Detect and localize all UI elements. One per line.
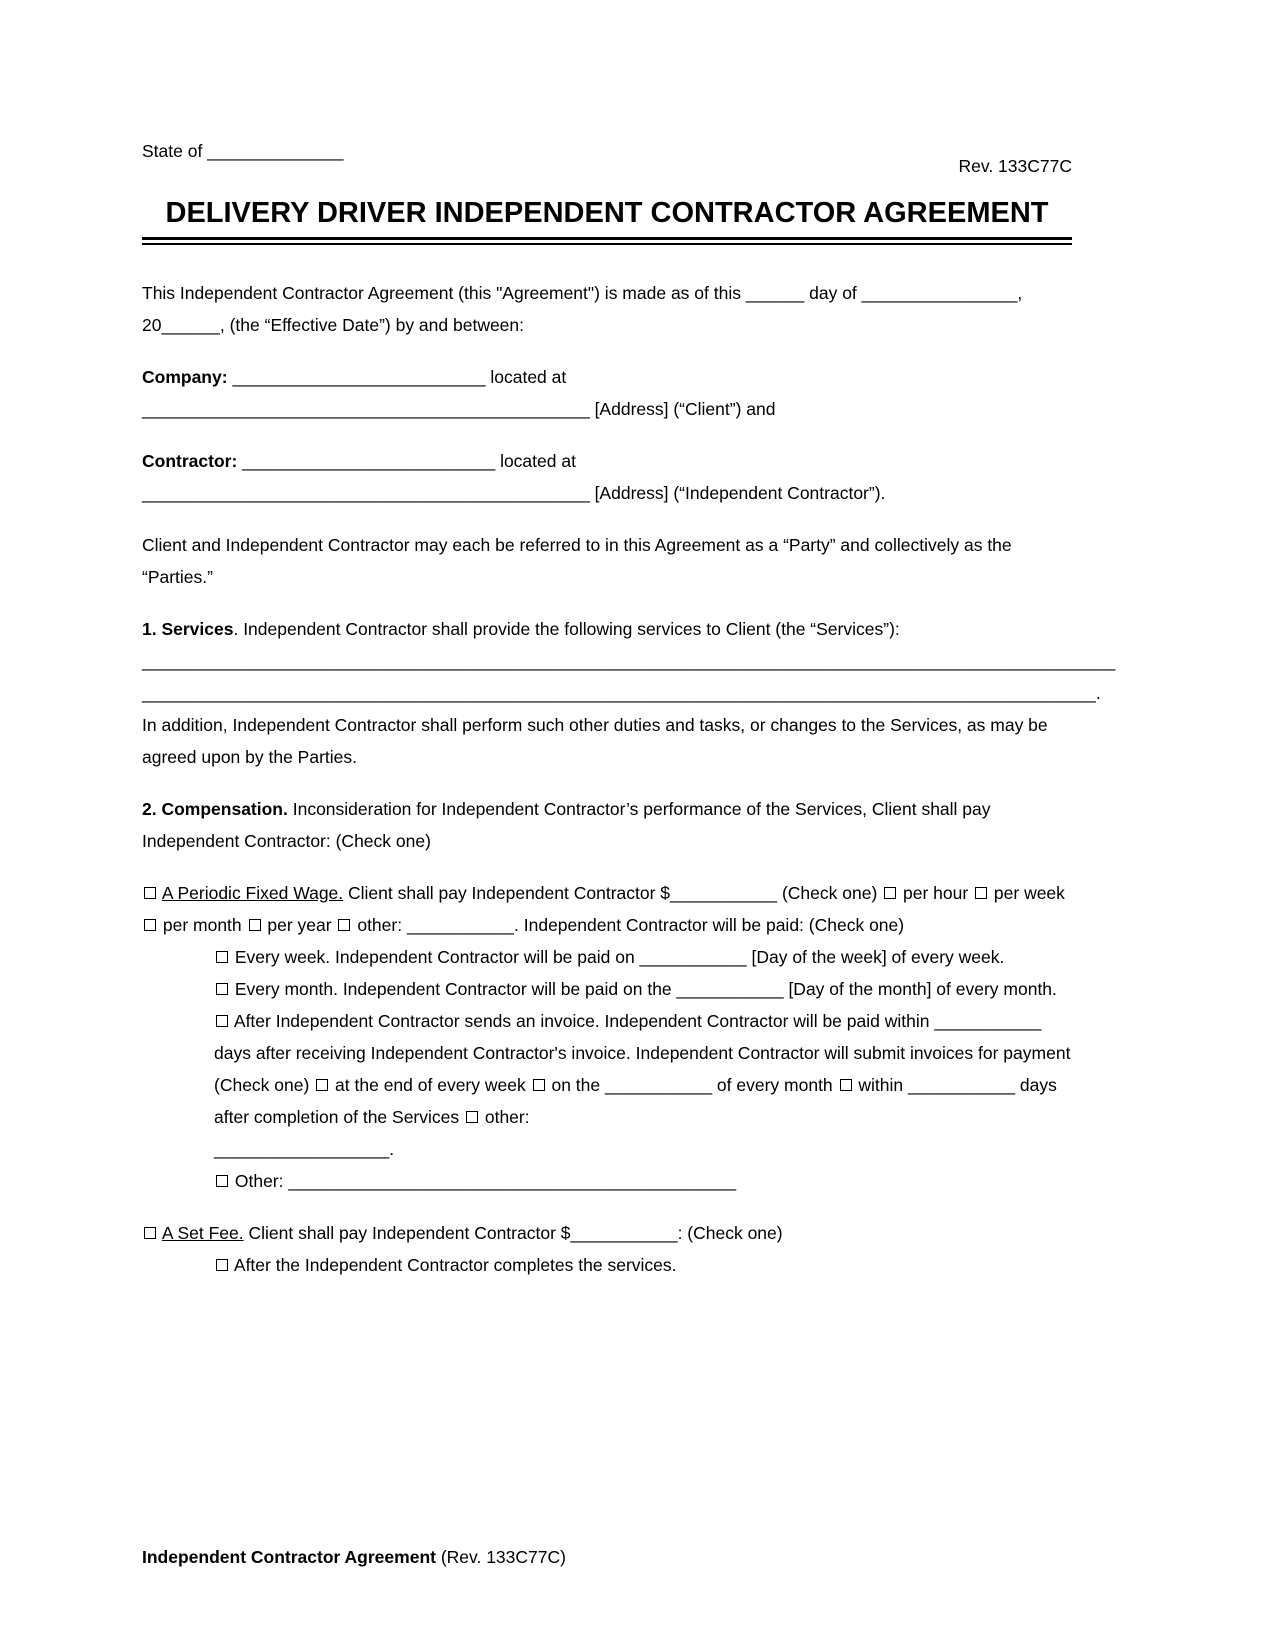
blank-field[interactable]: ______________________________________________ <box>142 483 590 503</box>
text-run: other: <box>352 915 407 935</box>
text-run: days after receiving Independent Contractor's invoice. Independent Contractor will submit invoices for payment (Check one) <box>214 1043 1071 1095</box>
text-run: Inconsideration for Independent Contractor’s performance of the Services, Client shall pay Independent Contractor: (Check one) <box>142 799 991 851</box>
services-blank-line-1 <box>142 645 1116 677</box>
text-run: . <box>1095 683 1101 703</box>
blank-field[interactable]: ______________________________________________ <box>288 1171 737 1191</box>
text-run: : (Check one) <box>677 1223 783 1243</box>
bold-text: Contractor: <box>142 451 243 471</box>
text-run: day of <box>804 283 862 303</box>
blank-field[interactable]: __________________________ <box>232 367 486 387</box>
checkbox-icon[interactable] <box>216 1175 228 1187</box>
blank-field[interactable]: __________________________ <box>242 451 496 471</box>
text-run: located at <box>495 451 576 471</box>
services-blank-line-2 <box>142 677 1101 709</box>
document-header <box>142 140 1072 177</box>
text-run: on the <box>546 1075 605 1095</box>
text-run: , (the “Effective Date”) by and between: <box>219 315 525 335</box>
text-run: within <box>853 1075 908 1095</box>
option-paid-other <box>214 1165 1072 1197</box>
underlined-label: A Periodic Fixed Wage. <box>161 883 344 903</box>
intro-paragraph <box>142 277 1072 341</box>
checkbox-icon[interactable] <box>216 1259 228 1271</box>
blank-field[interactable]: __________________________________________________________________________________________________ <box>142 683 1096 703</box>
blank-field[interactable]: __________________ <box>214 1139 390 1159</box>
text-run: located at <box>485 367 567 387</box>
checkbox-icon[interactable] <box>144 887 156 899</box>
blank-field[interactable]: ________________ <box>861 283 1018 303</box>
state-of-line <box>142 140 343 162</box>
text-run: , 20 <box>142 283 1023 335</box>
text-run: . Independent Contractor will be paid: (Check one) <box>514 915 905 935</box>
text-run: [Day of the week] of every week. <box>746 947 1005 967</box>
text-run: days after completion of the Services <box>214 1075 1057 1127</box>
checkbox-icon[interactable] <box>338 919 350 931</box>
services-heading <box>142 613 1072 645</box>
text-run: In addition, Independent Contractor shall perform such other duties and tasks, or changes to the Services, as may be agreed upon by the Parties. <box>142 715 1048 767</box>
text-run: per hour <box>898 883 974 903</box>
text-run: other: <box>479 1107 530 1127</box>
checkbox-icon[interactable] <box>144 919 156 931</box>
company-paragraph <box>142 361 1072 425</box>
underlined-label: A Set Fee. <box>161 1223 244 1243</box>
bold-text: 1. Services <box>142 619 234 639</box>
blank-field[interactable]: ______________ <box>207 141 344 161</box>
blank-field[interactable]: ___________ <box>639 947 747 967</box>
blank-field[interactable]: ___________ <box>570 1223 678 1243</box>
text-run: (Check one) <box>777 883 883 903</box>
revision-number: Rev. 133C77C <box>958 156 1072 176</box>
text-run: Every week. Independent Contractor will be paid on <box>230 947 640 967</box>
page-footer <box>142 1546 566 1568</box>
text-run: [Day of the month] of every month. <box>783 979 1057 999</box>
option-paid-every-month <box>214 973 1072 1005</box>
bold-text: Company: <box>142 367 233 387</box>
text-run: per year <box>262 915 337 935</box>
text-run: Client shall pay Independent Contractor $ <box>243 1223 571 1243</box>
checkbox-icon[interactable] <box>466 1111 478 1123</box>
text-run: Client and Independent Contractor may each be referred to in this Agreement as a “Party” and collectively as the “Parties.” <box>142 535 1012 587</box>
blank-field[interactable]: ____________________________________________________________________________________________________ <box>142 651 1116 671</box>
text-run: State of <box>142 141 208 161</box>
option-set-fee-after-completion <box>214 1249 1072 1281</box>
bold-text: Independent Contractor Agreement <box>142 1547 436 1567</box>
blank-field[interactable]: ___________ <box>934 1011 1042 1031</box>
text-run: [Address] (“Client”) and <box>589 399 776 419</box>
text-run: per month <box>158 915 247 935</box>
text-run: [Address] (“Independent Contractor”). <box>589 483 886 503</box>
text-run: After Independent Contractor sends an invoice. Independent Contractor will be paid within <box>230 1011 935 1031</box>
text-run: (Rev. 133C77C) <box>435 1547 566 1567</box>
text-run: After the Independent Contractor completes the services. <box>230 1255 677 1275</box>
text-run: at the end of every week <box>330 1075 531 1095</box>
text-run: . Independent Contractor shall provide the following services to Client (the “Services”): <box>233 619 900 639</box>
blank-field[interactable]: ___________ <box>908 1075 1016 1095</box>
text-run: Every month. Independent Contractor will be paid on the <box>230 979 677 999</box>
text-run: Other: <box>230 1171 289 1191</box>
option-set-fee <box>142 1217 1072 1249</box>
title-divider <box>142 237 1072 245</box>
services-addition-paragraph <box>142 709 1072 773</box>
blank-field[interactable]: ___________ <box>676 979 784 999</box>
blank-field[interactable]: ___________ <box>406 915 515 935</box>
document-content <box>142 140 1116 1281</box>
checkbox-icon[interactable] <box>249 919 261 931</box>
checkbox-icon[interactable] <box>840 1079 852 1091</box>
text-run: per week <box>989 883 1065 903</box>
page-title: DELIVERY DRIVER INDEPENDENT CONTRACTOR AGREEMENT <box>165 197 1049 229</box>
text-run: This Independent Contractor Agreement (this "Agreement") is made as of this <box>142 283 746 303</box>
checkbox-icon[interactable] <box>216 983 228 995</box>
blank-field[interactable]: ______________________________________________ <box>142 399 590 419</box>
option-paid-after-invoice <box>214 1005 1072 1165</box>
text-run: Client shall pay Independent Contractor $ <box>343 883 671 903</box>
checkbox-icon[interactable] <box>216 1015 228 1027</box>
parties-paragraph <box>142 529 1072 593</box>
compensation-heading <box>142 793 1072 857</box>
checkbox-icon[interactable] <box>216 951 228 963</box>
option-periodic-fixed-wage <box>142 877 1072 941</box>
blank-field[interactable]: ______ <box>161 315 220 335</box>
bold-text: 2. Compensation. <box>142 799 288 819</box>
contractor-paragraph <box>142 445 1072 509</box>
blank-field[interactable]: ______ <box>745 283 805 303</box>
checkbox-icon[interactable] <box>884 887 896 899</box>
checkbox-icon[interactable] <box>316 1079 328 1091</box>
text-run: of every month <box>712 1075 838 1095</box>
checkbox-icon[interactable] <box>975 887 987 899</box>
text-run: . <box>389 1139 395 1159</box>
blank-field[interactable]: ___________ <box>604 1075 713 1095</box>
blank-field[interactable]: ___________ <box>670 883 778 903</box>
option-paid-every-week <box>214 941 1072 973</box>
checkbox-icon[interactable] <box>144 1227 156 1239</box>
checkbox-icon[interactable] <box>533 1079 545 1091</box>
